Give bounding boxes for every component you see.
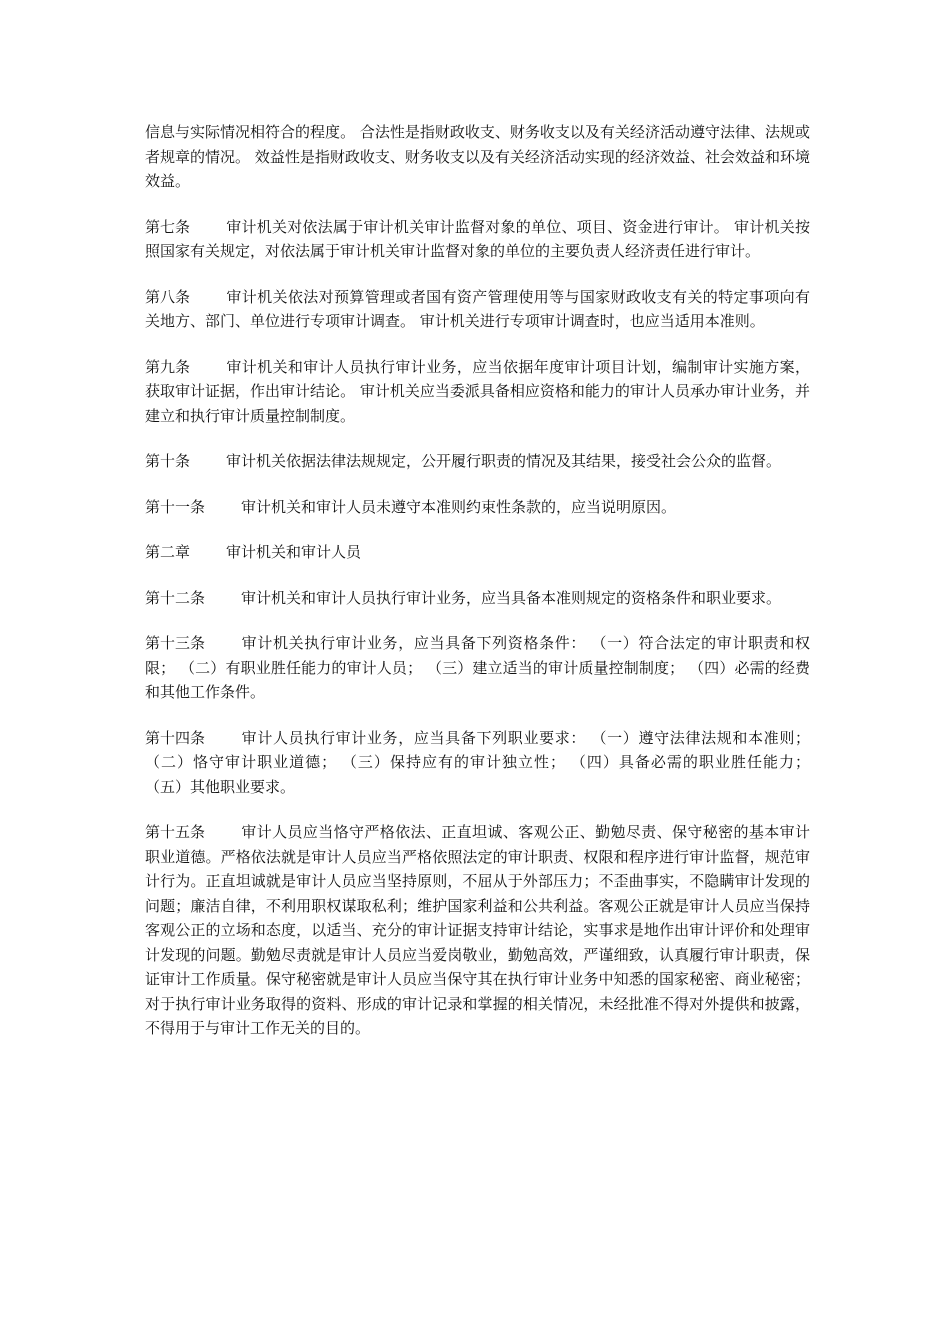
article-number: 第十五条 bbox=[145, 823, 206, 841]
article-number: 第九条 bbox=[145, 357, 191, 376]
article-12 bbox=[145, 586, 810, 611]
article-11 bbox=[145, 495, 810, 520]
article-text: 审计机关和审计人员执行审计业务，应当具备本准则规定的资格条件和职业要求。 bbox=[241, 588, 782, 607]
article-text: 审计机关对依法属于审计机关审计监督对象的单位、项目、资金进行审计。 审计机关按照国家有关规定，对依法属于审计机关审计监督对象的单位的主要负责人经济责任进行审计。 bbox=[145, 217, 810, 260]
article-number: 第十一条 bbox=[145, 497, 206, 516]
article-number: 第十二条 bbox=[145, 588, 206, 607]
paragraph-intro bbox=[145, 120, 810, 194]
article-8 bbox=[145, 285, 810, 334]
article-text: 审计机关依法对预算管理或者国有资产管理使用等与国家财政收支有关的特定事项向有关地方、部门、单位进行专项审计调查。 审计机关进行专项审计调查时，也应当适用本准则。 bbox=[145, 287, 810, 330]
paragraph-text: 信息与实际情况相符合的程度。 合法性是指财政收支、财务收支以及有关经济活动遵守法律、法规或者规章的情况。 效益性是指财政收支、财务收支以及有关经济活动实现的经济效益、社会效益和环境效益。 bbox=[145, 123, 810, 190]
article-13 bbox=[145, 631, 810, 705]
article-text: 审计机关依据法律法规规定，公开履行职责的情况及其结果，接受社会公众的监督。 bbox=[226, 452, 782, 470]
article-7 bbox=[145, 215, 810, 264]
article-text: 审计机关和审计人员未遵守本准则约束性条款的，应当说明原因。 bbox=[241, 497, 677, 516]
article-text: 审计人员应当恪守严格依法、正直坦诚、客观公正、勤勉尽责、保守秘密的基本审计职业道德。严格依法就是审计人员应当严格依照法定的审计职责、权限和程序进行审计监督，规范审计行为。正直坦诚就是审计人员应当坚持原则，不屈从于外部压力；不歪曲事实，不隐瞒审计发现的问题；廉洁自律，不利用职权谋取私利；维护国家利益和公共利益。客观公正就是审计人员应当保持客观公正的立场和态度，以适当、充分的审计证据支持审计结论，实事求是地作出审计评价和处理审计发现的问题。勤勉尽责就是审计人员应当爱岗敬业，勤勉高效，严谨细致，认真履行审计职责，保证审计工作质量。保守秘密就是审计人员应当保守其在执行审计业务中知悉的国家秘密、商业秘密；对于执行审计业务取得的资料、形成的审计记录和掌握的相关情况，未经批准不得对外提供和披露，不得用于与审计工作无关的目的。 bbox=[145, 823, 810, 1037]
article-number: 第十条 bbox=[145, 452, 191, 470]
article-text: 审计人员执行审计业务，应当具备下列职业要求： （一）遵守法律法规和本准则； （二）恪守审计职业道德； （三）保持应有的审计独立性； （四）具备必需的职业胜任能力； （五）其他职业要求。 bbox=[145, 728, 810, 796]
chapter-2-heading bbox=[145, 540, 810, 565]
article-number: 第七条 bbox=[145, 217, 191, 236]
article-15 bbox=[145, 820, 810, 1041]
article-text: 审计机关执行审计业务，应当具备下列资格条件： （一）符合法定的审计职责和权限； （二）有职业胜任能力的审计人员； （三）建立适当的审计质量控制制度； （四）必需的经费和其他工作条件。 bbox=[145, 634, 810, 701]
article-10 bbox=[145, 449, 810, 474]
article-number: 第十四条 bbox=[145, 728, 206, 747]
article-9 bbox=[145, 355, 810, 429]
article-text: 审计机关和审计人员执行审计业务，应当依据年度审计项目计划，编制审计实施方案，获取审计证据，作出审计结论。 审计机关应当委派具备相应资格和能力的审计人员承办审计业务，并建立和执行审计质量控制制度。 bbox=[145, 357, 810, 425]
chapter-number: 第二章 bbox=[145, 543, 191, 561]
article-number: 第十三条 bbox=[145, 634, 206, 652]
article-14 bbox=[145, 726, 810, 800]
article-number: 第八条 bbox=[145, 287, 191, 306]
document-page bbox=[145, 120, 810, 1062]
chapter-title: 审计机关和审计人员 bbox=[226, 543, 362, 561]
